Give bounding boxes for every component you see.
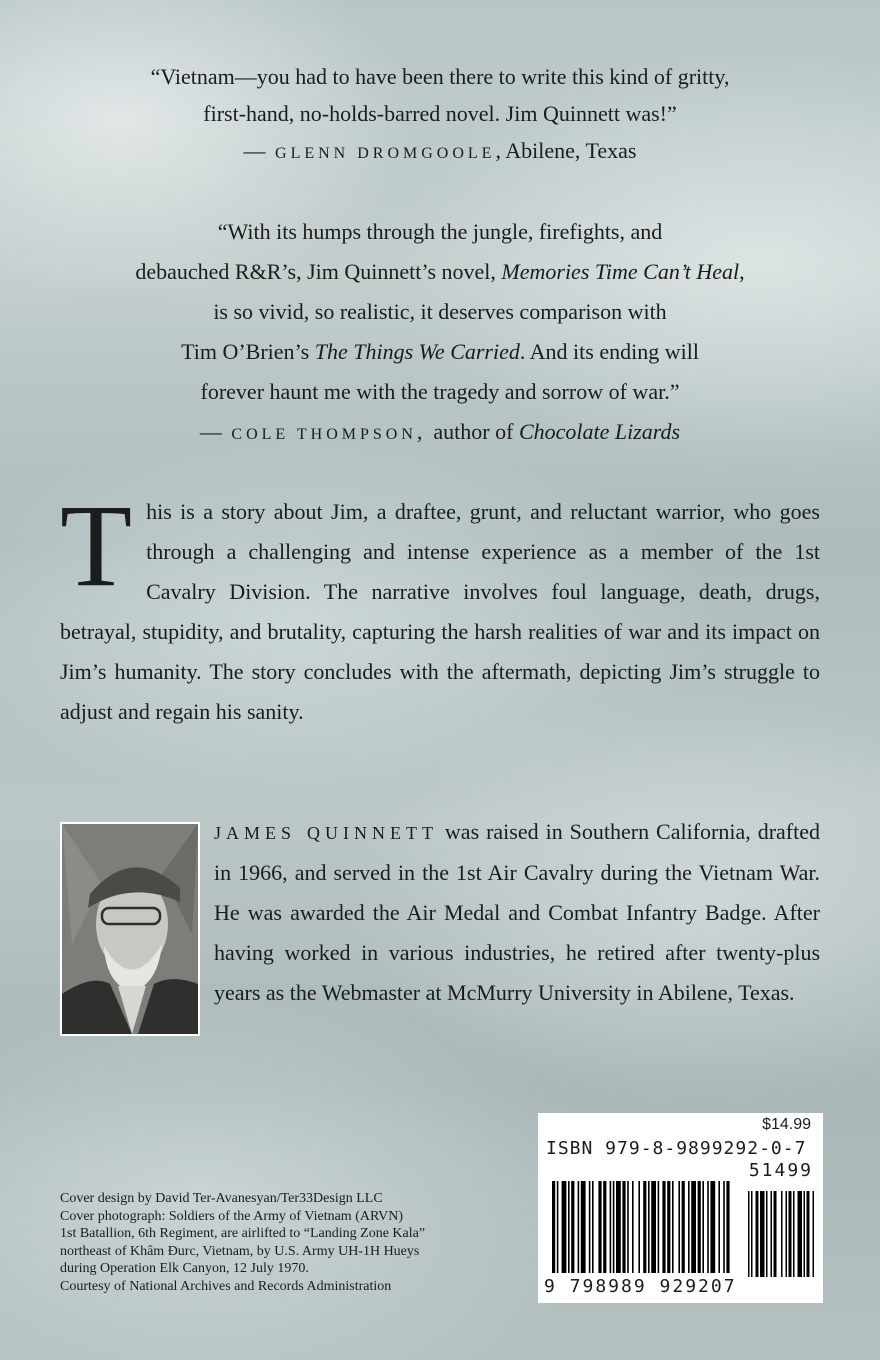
quote-line: is so vivid, so realistic, it deserves comparison with: [213, 299, 667, 324]
quote-text: . And its ending will: [519, 339, 699, 364]
quote-line: first-hand, no-holds-barred novel. Jim Quinnett was!”: [203, 101, 677, 126]
barcode-bar: [651, 1181, 656, 1273]
review-quote-dromgoole: [40, 58, 840, 172]
synopsis-text: his is a story about Jim, a draftee, grunt, and reluctant warrior, who goes through a challenging and intense experience as a member of the 1st Cavalry Division. The narrative involves foul language, death, drugs, betrayal, stupidity, and brutality, capturing the harsh realities of war and its impact on Jim’s humanity. The story concludes with the aftermath, depicting Jim’s struggle to adjust and regain his sanity.: [60, 499, 820, 724]
barcode-bar: [627, 1181, 629, 1273]
barcode-bar: [707, 1181, 709, 1273]
addon-barcode-bar: [756, 1191, 759, 1277]
credit-line: 1st Batallion, 6th Regiment, are airlifted to “Landing Zone Kala”: [60, 1226, 426, 1242]
barcode-bar: [667, 1181, 670, 1273]
credit-line: Cover design by David Ter-Avanesyan/Ter33Design LLC: [60, 1191, 383, 1206]
barcode-bar: [598, 1181, 601, 1273]
quote-line: forever haunt me with the tragedy and sorrow of war.”: [200, 379, 680, 404]
barcode-bar: [682, 1181, 685, 1273]
barcode-bar: [610, 1181, 612, 1273]
price-label: $14.99: [762, 1116, 811, 1133]
attribution-name: COLE THOMPSON: [231, 426, 417, 443]
barcode-bar: [562, 1181, 567, 1273]
quote-text: ,: [739, 259, 745, 284]
drop-cap: T: [60, 480, 133, 611]
quote-text: debauched R&R’s, Jim Quinnett’s novel,: [135, 259, 502, 284]
cover-credits: [60, 1190, 500, 1296]
attribution-dash: —: [199, 419, 222, 444]
barcode-bar: [613, 1181, 615, 1273]
barcode-bar: [643, 1181, 646, 1273]
credit-line: Cover photograph: Soldiers of the Army of Vietnam (ARVN): [60, 1208, 404, 1224]
barcode-bar: [678, 1181, 680, 1273]
barcode-bar: [571, 1181, 574, 1273]
barcode-bar: [710, 1181, 715, 1273]
quote-line: “With its humps through the jungle, firefights, and: [217, 219, 663, 244]
barcode-bar: [616, 1181, 621, 1273]
barcode-bar: [578, 1181, 580, 1273]
barcode-bar: [557, 1181, 559, 1273]
addon-barcode-bar: [793, 1191, 795, 1277]
barcode-bar: [688, 1181, 690, 1273]
barcode-bars: [552, 1181, 814, 1277]
barcode-bar: [698, 1181, 701, 1273]
barcode-bar: [632, 1181, 634, 1273]
addon-barcode-bar: [760, 1191, 765, 1277]
barcode-bar: [718, 1181, 720, 1273]
barcode-bar: [658, 1181, 660, 1273]
author-portrait-image: [62, 824, 198, 1034]
barcode-bar: [603, 1181, 606, 1273]
addon-barcode-bar: [789, 1191, 792, 1277]
isbn-label: ISBN 979-8-9899292-0-7: [546, 1138, 807, 1159]
barcode-bar: [552, 1181, 555, 1273]
barcode-bar: [581, 1181, 586, 1273]
credit-line: Courtesy of National Archives and Records Administration: [60, 1278, 392, 1294]
quote-line: [40, 332, 840, 372]
addon-barcode-bar: [807, 1191, 810, 1277]
barcode-bar: [726, 1181, 729, 1273]
ean-digits: 9 798989 929207: [544, 1276, 737, 1297]
addon-barcode-bar: [751, 1191, 753, 1277]
quote-line: [40, 252, 840, 292]
barcode-bar: [568, 1181, 570, 1273]
attribution-role: , author of: [416, 419, 519, 444]
book-title: Chocolate Lizards: [518, 419, 681, 444]
addon-barcode-bar: [766, 1191, 768, 1277]
addon-barcode-bar: [798, 1191, 803, 1277]
barcode-bar: [648, 1181, 650, 1273]
book-title: The Things We Carried: [314, 339, 520, 364]
book-title: Memories Time Can’t Heal: [501, 259, 740, 284]
addon-barcode-bar: [804, 1191, 806, 1277]
credit-line: during Operation Elk Canyon, 12 July 1970.: [60, 1261, 309, 1277]
quote-line: “Vietnam—you had to have been there to write this kind of gritty,: [150, 64, 730, 89]
barcode-bar: [691, 1181, 696, 1273]
barcode-bar: [622, 1181, 625, 1273]
addon-barcode-bar: [771, 1191, 773, 1277]
barcode-bar: [723, 1181, 725, 1273]
barcode-bar: [592, 1181, 594, 1273]
addon-digits: 51499: [748, 1160, 813, 1181]
story-synopsis: [60, 480, 820, 732]
addon-barcode-bar: [781, 1191, 783, 1277]
addon-barcode-bar: [748, 1191, 750, 1277]
review-quote-thompson: [40, 212, 840, 455]
barcode-bar: [589, 1181, 591, 1273]
attribution-name: GLENN DROMGOOLE: [275, 145, 496, 162]
attribution-location: , Abilene, Texas: [495, 138, 637, 163]
quote-attribution: [40, 132, 840, 172]
isbn-barcode-panel: [538, 1113, 823, 1303]
attribution-dash: —: [243, 138, 266, 163]
credit-line: northeast of Khâm Đurc, Vietnam, by U.S. Army UH-1H Hueys: [60, 1243, 420, 1259]
barcode-bar: [672, 1181, 674, 1273]
addon-barcode-bar: [774, 1191, 777, 1277]
barcode-bar: [702, 1181, 704, 1273]
barcode-bar: [638, 1181, 640, 1273]
author-name: JAMES QUINNETT: [214, 823, 438, 843]
author-bio: [214, 812, 820, 1013]
barcode-bar: [662, 1181, 665, 1273]
quote-attribution: [40, 412, 840, 455]
bio-text: was raised in Southern California, drafted in 1966, and served in the 1st Air Cavalry during the Vietnam War. He was awarded the Air Medal and Combat Infantry Badge. After having worked in various industries, he retired after twenty-plus years as the Webmaster at McMurry University in Abilene, Texas.: [214, 819, 820, 1005]
addon-barcode-bar: [813, 1191, 815, 1277]
quote-text: Tim O’Brien’s: [181, 339, 315, 364]
addon-barcode-bar: [786, 1191, 788, 1277]
author-photo: [60, 822, 200, 1036]
